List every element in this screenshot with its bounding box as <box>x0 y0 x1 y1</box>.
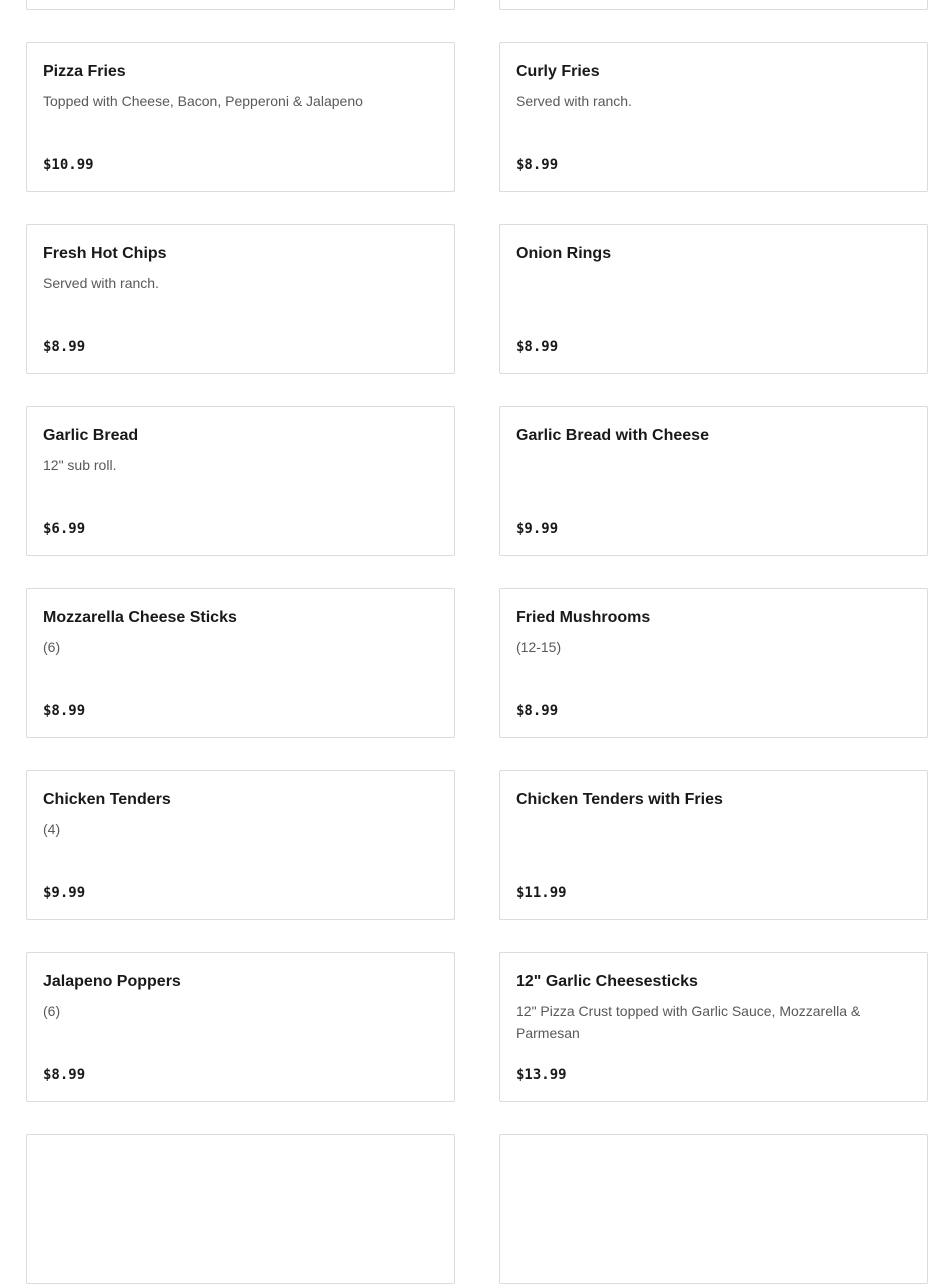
menu-item-card-garlic-cheesesticks[interactable] <box>499 952 928 1102</box>
menu-item-price: $10.99 <box>43 157 94 173</box>
menu-item-description: Topped with Cheese, Bacon, Pepperoni & Jalapeno <box>43 93 363 109</box>
menu-item-price: $8.99 <box>516 157 559 173</box>
menu-item-card-fresh-hot-chips[interactable] <box>26 224 455 374</box>
menu-item-name: Fresh Hot Chips <box>43 245 167 262</box>
menu-item-description: 12" sub roll. <box>43 457 117 473</box>
menu-item-card[interactable] <box>26 0 455 10</box>
menu-item-card[interactable] <box>499 1134 928 1284</box>
menu-item-price: $8.99 <box>516 339 559 355</box>
menu-item-card-chicken-tenders-with-fries[interactable] <box>499 770 928 920</box>
menu-item-name: Chicken Tenders <box>43 791 171 808</box>
menu-item-name: Curly Fries <box>516 63 600 80</box>
menu-item-description: Served with ranch. <box>43 275 159 291</box>
menu-item-description: (4) <box>43 821 61 837</box>
menu-item-card-garlic-bread-with-cheese[interactable] <box>499 406 928 556</box>
menu-item-card-jalapeno-poppers[interactable] <box>26 952 455 1102</box>
menu-item-price: $8.99 <box>43 339 86 355</box>
menu-item-name: Fried Mushrooms <box>516 609 651 626</box>
menu-item-card-curly-fries[interactable] <box>499 42 928 192</box>
menu-item-name: Garlic Bread <box>43 427 139 444</box>
menu-item-description: (12-15) <box>516 639 562 655</box>
menu-item-name: Mozzarella Cheese Sticks <box>43 609 237 626</box>
menu-item-name: Jalapeno Poppers <box>43 973 181 990</box>
menu-item-card-onion-rings[interactable] <box>499 224 928 374</box>
menu-item-price: $8.99 <box>43 1067 86 1083</box>
menu-item-card[interactable] <box>499 0 928 10</box>
menu-item-name: Garlic Bread with Cheese <box>516 427 709 444</box>
menu-item-price: $6.99 <box>43 521 86 537</box>
menu-item-price: $8.99 <box>516 703 559 719</box>
menu-item-price: $9.99 <box>516 521 559 537</box>
menu-item-price: $9.99 <box>43 885 86 901</box>
menu-item-price: $13.99 <box>516 1067 567 1083</box>
menu-item-name: 12" Garlic Cheesesticks <box>516 973 698 990</box>
menu-item-name: Chicken Tenders with Fries <box>516 791 723 808</box>
menu-item-name: Onion Rings <box>516 245 612 262</box>
menu-item-description: 12" Pizza Crust topped with Garlic Sauce, Mozzarella & Parmesan <box>516 1003 861 1041</box>
menu-item-card-pizza-fries[interactable] <box>26 42 455 192</box>
menu-items-grid <box>26 0 928 1284</box>
menu-item-card-chicken-tenders[interactable] <box>26 770 455 920</box>
menu-item-price: $11.99 <box>516 885 567 901</box>
menu-item-description: Served with ranch. <box>516 93 632 109</box>
menu-item-price: $8.99 <box>43 703 86 719</box>
menu-item-description: (6) <box>43 1003 61 1019</box>
menu-item-card-mozzarella-cheese-sticks[interactable] <box>26 588 455 738</box>
menu-item-name: Pizza Fries <box>43 63 126 80</box>
menu-item-card[interactable] <box>26 1134 455 1284</box>
menu-item-description: (6) <box>43 639 61 655</box>
menu-item-card-fried-mushrooms[interactable] <box>499 588 928 738</box>
menu-item-card-garlic-bread[interactable] <box>26 406 455 556</box>
